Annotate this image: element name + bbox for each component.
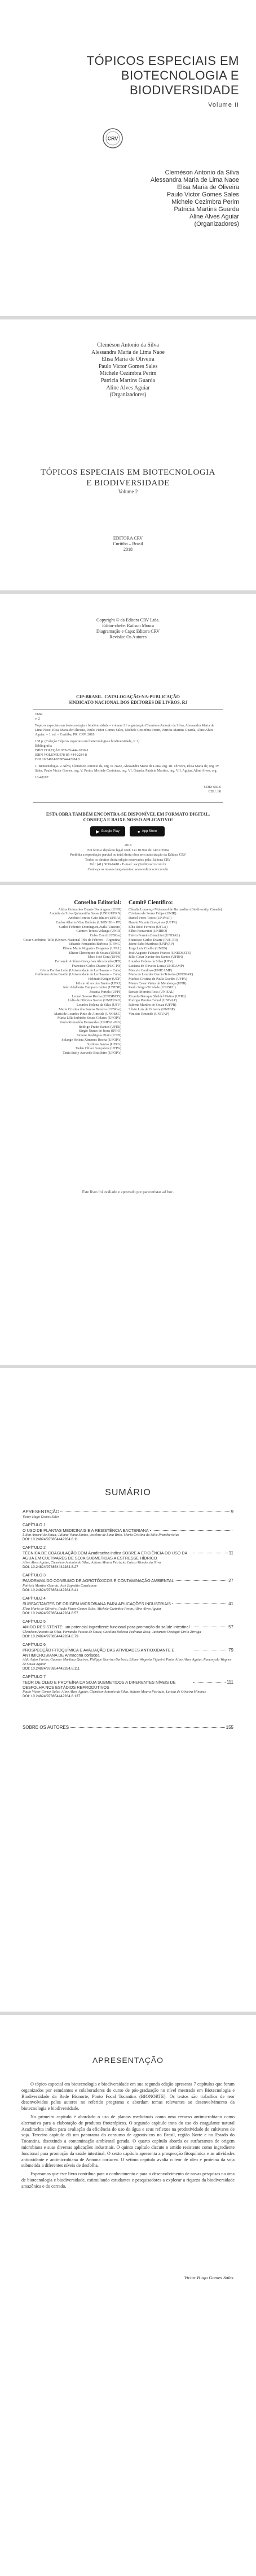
footer-line: Conheça os nossos lançamentos: www.editoracrv.com.br: [87, 867, 169, 871]
board-member: Francisco Carlos Duarte (PUC-PR): [72, 963, 121, 968]
author-name: Aline Alves Aguiar: [106, 384, 150, 391]
toc-authors: Cleméson Antonio da Silva, Fernando Pessoa de Souza, Carolina Roberta Pedrazza Rosa, Jaciariete Oestegui Cirilo Zirruga: [23, 1630, 201, 1634]
apple-icon: ●: [137, 829, 140, 834]
half-title-title: [0, 467, 256, 489]
author-name: Alessandra Maria de Lima Naoe: [150, 177, 239, 183]
toc-chapter-title: TEOR DE ÓLEO E PROTEÍNA DA SOJA SUBMETIDOS A DIFERENTES NÍVEIS DE DESFOLHA NOS ESTÁDIOS REPRODUTIVOS: [23, 1680, 176, 1690]
ebook-line: ESTA OBRA TAMBÉM ENCONTRA-SE DISPONÍVEL EM FORMATO DIGITAL.: [46, 812, 210, 817]
catalog-card: [33, 709, 223, 803]
toc-chapter-title: O USO DE PLANTAS MEDICINAIS E A RESISTÊNCIA BACTERIANA: [23, 1528, 149, 1533]
catalog-line: ISBN COLEÇÃO 978-85-444-1030-1: [35, 748, 89, 752]
half-title-volume: Volume 2: [118, 489, 138, 494]
author-name: Michele Cezimbra Perim: [99, 370, 157, 377]
board-member: Ricardo Baruque Sheldel Mattos (UFRJ): [129, 994, 186, 998]
board-member: Carlos Alberto Vilar Estêvão (UMINHO – PT): [56, 920, 121, 925]
board-member: Vinicius Rezende (UNIVAP): [129, 1011, 169, 1016]
toc-line: [23, 1528, 233, 1533]
toc-authors: Lilian Amaral de Souza, Juliana Viana Santos, Joseline de Lima Brito, Maria Cristina da Silva Pranchevicius: [23, 1533, 179, 1537]
board-member: Aldira Guimarães Duarte Domínguez (UNB): [58, 907, 121, 912]
toc-chapter: CAPÍTULO 4: [23, 1597, 46, 1601]
board-member: Jorge Luiz Coelho (UNEB): [129, 947, 167, 951]
publisher-city: Curitiba – Brasil: [113, 541, 143, 546]
cover-page: [0, 0, 256, 316]
toc-page: 41: [228, 1601, 233, 1606]
board-member: Lídia de Oliveira Xavier (UNIEURO): [68, 998, 121, 1003]
board-member: Maria Cristina dos Santos Bezerra (UFSCar): [59, 1007, 121, 1011]
board-member: José Augusto Fabiano Franco (UNEOESTE): [129, 950, 191, 955]
author-name: Michele Cezimbra Perim: [171, 199, 239, 205]
board-member: Rodrigo Pratte-Santos (UFES): [78, 1024, 121, 1029]
toc-entry[interactable]: [23, 1725, 233, 1731]
copyright-line: Revisão: Os Autores: [109, 634, 147, 639]
summary-title: SUMÁRIO: [105, 1488, 151, 1497]
toc-chapter: CAPÍTULO 7: [23, 1675, 46, 1679]
board-member: Renato Moreira Rosa (UNISAL): [129, 990, 175, 995]
board-member: Jailson Alves dos Santos (UFRJ): [75, 981, 121, 985]
publisher-year: 2018: [123, 547, 133, 552]
store-label: App Store: [142, 830, 157, 833]
cover-volume: Volume II: [208, 102, 239, 108]
board-member: Gloria Fariñas León (Universidade de La Havana – Cuba): [40, 968, 121, 972]
presentation-text: [21, 2082, 235, 2192]
toc-page: 27: [228, 1578, 233, 1583]
author-name: Patricia Martins Guarda: [174, 206, 239, 213]
board-member: Elizeu Clementino de Souza (UNEB): [69, 950, 121, 955]
board-member: Maria de Lourdes Garcia Teixeira (UNOPAR): [129, 972, 193, 977]
toc-line: [23, 1725, 233, 1731]
board-member: Marlise Cristina de Paula Guedes (UFPA): [129, 976, 187, 981]
board-member: Élsio José Corá (UFFS): [88, 955, 121, 960]
toc-page: 155: [226, 1725, 233, 1730]
board-member: Sílvio Luis de Oliveira (UNESP): [129, 1007, 175, 1011]
toc-chapter-title: AMIDO RESISTENTE: um potencial ingrediente funcional para promoção da saúde intestinal: [23, 1624, 190, 1629]
toc-doi[interactable]: DOI: 10.24824/978854442284.8.111: [23, 1667, 80, 1671]
summary-page: [0, 1368, 256, 2012]
toc-line: [23, 1601, 233, 1607]
ebook-notice: [0, 812, 256, 823]
catalog-line: T684: [35, 712, 43, 716]
cdu-line: CDU: 60: [208, 790, 221, 794]
toc-doi[interactable]: DOI: 10.24824/978854442284.8.137: [23, 1694, 81, 1698]
cover-title-line: TÓPICOS ESPECIAIS EM: [86, 54, 239, 68]
catalog-line: Tópicos especiais em biotecnologia e biodiversidade – volume 2 / organização Cleméson Antonio da Silva, Alessandra Maria de Lima Naoe, Elisa Maria de Oliveira, Paulo Victor Gomes Sales, Michele Cezimbra Perim, Patricia Martins Guarda, Aline Alves Aguiar. – 1. ed. – Curitiba, PR: CRV, 2018.: [35, 724, 214, 737]
board-member: Duarte Vicente Gonçalves (UFPR): [129, 920, 177, 925]
board-member: Eduardo Fernandes Barbosa (UFMG): [68, 942, 121, 947]
footer-line: Proibida a reprodução parcial ou total desta obra sem autorização da Editora CRV: [69, 853, 187, 857]
toc-chapter: CAPÍTULO 2: [23, 1546, 46, 1550]
copyright-line: Diagramação e Capa: Editora CRV: [96, 629, 160, 634]
scientific-committee-title: Comitê Científico:: [129, 900, 173, 906]
board-member: Paulo Sérgio Trindade (UNISUL): [129, 985, 176, 990]
board-member: Júlio Cesar Xavier dos Santos (UFRN): [129, 955, 183, 960]
board-member: Fábio Fioravanti (UNIRIO): [129, 929, 167, 934]
toc-label: SOBRE OS AUTORES: [23, 1725, 69, 1730]
board-member: Elba Ricci Ferreira (UFLA): [129, 925, 167, 929]
toc-line: [23, 1578, 233, 1584]
catalog-title-line: CIP-BRASIL. CATALOGAÇÃO-NA-PUBLICAÇÃO: [76, 694, 180, 699]
board-member: Tania Suely Azevedo Brasileiro (UFOPA): [63, 1050, 121, 1055]
board-member: Luciana de Oliveira Lima (UNICAMP): [129, 963, 184, 968]
board-member: Leonel Severo Rocha (UNISINOS): [72, 994, 121, 998]
toc-line: [23, 1550, 233, 1561]
board-member: Maria Lília Imbiriba Sousa Colares (UFOPA): [57, 1016, 121, 1020]
cover-title-line: BIODIVERSIDADE: [129, 83, 239, 97]
catalog-line: 18-48197: [35, 776, 48, 779]
toc-entry[interactable]: [23, 1573, 233, 1593]
toc-entry[interactable]: [23, 1642, 233, 1671]
toc-authors: Paulo Victor Gomes Sales, Aline Alves Aguiar, Cleméson Antonio da Silva, Juliane Moura Petrizzio, Leticia de Oliveira Mindraz: [23, 1690, 206, 1694]
board-member: Guillermo Arias Beatón (Universidade de La Havana – Cuba): [35, 972, 121, 977]
crv-logo-text: CRV: [107, 135, 118, 142]
presentation-page: [0, 2015, 256, 2576]
toc-doi[interactable]: DOI: 10.24824/978854442284.8.11: [23, 1537, 78, 1541]
scientific-committee: [129, 901, 233, 1016]
copyright-block: [0, 617, 256, 640]
board-member: Elione Maria Nogueira Diogenes (UFAL): [63, 947, 121, 951]
toc-chapter: CAPÍTULO 5: [23, 1620, 46, 1624]
author-name: Patricia Martins Guarda: [100, 377, 156, 384]
toc-line: [23, 1624, 233, 1630]
board-member: João Adalberto Campato Junior (UNESP): [63, 985, 121, 990]
toc-doi[interactable]: DOI: 10.24824/978854442284.8.27: [23, 1565, 78, 1569]
toc-line: [23, 1648, 233, 1658]
cover-title-line: BIOTECNOLOGIA E: [121, 68, 239, 82]
toc-page: 9: [231, 1509, 233, 1514]
catalog-title: [33, 694, 223, 706]
toc-entry[interactable]: [23, 1523, 233, 1542]
play-icon: ▶: [96, 829, 100, 834]
toc-chapter-title: SURFACTANTES DE ORIGEM MICROBIANA PARA APLICAÇÕES INDUSTRIAIS: [23, 1601, 171, 1606]
board-member: Carlos Federico Dominguez Avila (Unieuro): [59, 925, 121, 929]
app-store-badges: [90, 826, 165, 836]
app-store-badge[interactable]: [130, 826, 165, 836]
catalog-line: ISBN VOLUME 978-85-444-2284-8: [35, 753, 87, 757]
title-line: E BIODIVERSIDADE: [86, 479, 170, 488]
toc-page: 79: [228, 1648, 233, 1653]
footer-line: 2018: [124, 843, 132, 847]
half-title-page: [0, 319, 256, 590]
presentation-paragraph: Esperamos que este livro contribua para o conhecimento e para o desenvolvimento de novas pesquisas na área de biotecnologia e biodiversidade, estimulando estudantes e pesquisadores a explorar a riqueza da biodiversidade amazônica e do cerrado.: [21, 2171, 235, 2189]
cdd-line: CDD: 660.6: [204, 785, 221, 789]
author-name: Cleméson Antonio da Silva: [97, 342, 159, 348]
board-member: Celso Conti (UFSCar): [90, 933, 121, 937]
author-name: Alessandra Maria de Lima Naoe: [91, 349, 165, 356]
toc-chapter-title: TÉCNICA DE COAGULAÇÃO COM Azadirachta indica SOBRE A EFICIÊNCIA DO USO DA ÁGUA EM CULTIVARES DE SOJA SUBMETIDAS A ESTRESSE HÍDRICO: [23, 1550, 187, 1561]
toc-entry[interactable]: [23, 1675, 233, 1699]
copyright-page: [0, 594, 256, 882]
board-member: Marcelo Cardoso (UNICAMP): [129, 968, 172, 972]
toc-line: [23, 1680, 233, 1690]
toc-entry[interactable]: [23, 1596, 233, 1616]
board-member: Maria de Lourdes Pinto de Almeida (UNOESC): [54, 1011, 121, 1016]
toc-leader: [150, 1530, 232, 1531]
footer-line: Tel.: (41) 3039-6418 - E-mail: sac@editoracrv.com.br: [89, 862, 167, 866]
board-member: Daniel Peres Tocco (UNIVAP): [129, 916, 172, 921]
toc-chapter-title: PANORAMA DO CONSUMO DE AGROTÓXICOS E CONTAMINAÇÃO AMBIENTAL: [23, 1578, 174, 1583]
toc-page: 111: [226, 1680, 233, 1685]
toc-chapter: CAPÍTULO 6: [23, 1643, 46, 1647]
toc-authors: Aldo Anjos Farias, Gaomar Martinez Queiroz, Philippe Guerino Barbosa, Eliane Wogneia Figueiró Pinto, Aline Alves Aguiar, Ramonyala Wagner de Souza Aguiar: [23, 1658, 232, 1666]
toc-doi[interactable]: DOI: 10.24824/978854442284.8.57: [23, 1611, 78, 1615]
catalog-line: 1. Biotecnologia. 2. Silva, Cleméson Antonio da, org. II. Naoe, Alessandra Maria de Lima, org. III. Oliveira, Elisa Maria de, org. IV. Sales, Paulo Victor Gomes, org. V. Perim, Michele Cezimbra, org. VI. Guarda, Patricia Martins, org. VII. Aguiar, Aline Alves, org.: [35, 764, 220, 773]
author-role: (Organizadores): [109, 392, 147, 398]
toc-leader: [193, 1682, 226, 1683]
toc-leader: [175, 1580, 227, 1581]
toc-leader: [70, 1727, 225, 1728]
board-member: Solange Helena Ximenes-Rocha (UFOPA): [61, 1037, 121, 1042]
review-note: Este livro foi avaliado e aprovado por pareceristas ad hoc.: [82, 1190, 174, 1194]
author-name: Paulo Victor Gomes Sales: [98, 363, 158, 370]
author-name: Cleméson Antonio da Silva: [165, 169, 239, 176]
toc-chapter-title: PROSPECÇÃO FITOQUÍMICA E AVALIAÇÃO DAS ATIVIDADES ANTIOXIDANTE E ANTIMICROBIANA DE Annacona coriacea: [23, 1648, 175, 1658]
board-member: Sydione Santos (UEPG): [87, 1042, 121, 1046]
board-member: Antônio Pereira Gaio Júnior (UFRRJ): [68, 916, 121, 921]
board-member: Paulo Romualdo Hernandes (UNIFAL-MG): [59, 1020, 121, 1024]
store-label: Google Play: [101, 830, 120, 833]
publisher-block: [0, 536, 256, 553]
toc-line: [23, 1509, 233, 1515]
catalog-line: v. 2: [35, 717, 40, 721]
board-member: Mauro Cesar Vieira de Mendonça (UNB): [129, 981, 187, 985]
half-title-authors: [0, 342, 256, 399]
board-member: Rubens Martins de Souza (UFPR): [129, 1003, 176, 1007]
board-member: Josania Portela (UFPI): [89, 990, 121, 995]
google-play-badge[interactable]: [90, 826, 125, 836]
toc-doi[interactable]: DOI: 10.24824/978854442284.8.41: [23, 1588, 78, 1592]
toc-entry[interactable]: [23, 1619, 233, 1639]
toc-doi[interactable]: DOI: 10.24824/978854442284.8.79: [23, 1635, 78, 1639]
board-member: Cláudia Lourenço Mohamed de Bernardino (Biodiversity, Canadá): [129, 907, 222, 912]
editorial-council: [17, 901, 121, 1055]
author-name: Aline Alves Aguiar: [189, 213, 239, 220]
copyright-line: Copyright © da Editora CRV Ltda.: [96, 617, 160, 623]
editorial-council-title: Conselho Editorial:: [74, 900, 121, 906]
board-member: Lourdes Helena da Silva (UFV): [76, 1003, 121, 1007]
ebook-line: CONHEÇA E BAIXE NOSSO APLICATIVO!: [83, 817, 173, 822]
board-member: Carmen Tereza Velanga (UNIR): [76, 929, 121, 934]
toc-authors: Elisa Maria de Oliveira, Paulo Victor Gomes Sales, Michele Cezimbra Perim, Aline Alves Aguiar: [23, 1607, 162, 1611]
catalog-line: Bibliografia: [35, 744, 52, 748]
presentation-paragraph: No primeiro capítulo é abordado o uso de plantas medicinais como uma recurso antimicrobiano como alternativa para a elaboração de produtos fitoterápicos. O segundo capítulo trata do uso do coagulante natural Azadirachta indica para avaliação da eficiência do uso da água e seus reflexos na produtividade de cultivares de soja. Terceiro capítulo dá um panorama do consumo de agrotóxicos no Brasil, região Norte e no Estado do Tocantins, discutindo a contaminação ambiental gerada. O quarto capítulo aborda os surfactantes de origem microbiana e suas diversas aplicações industriais. O quinto capítulo discute o amido resistente como ingrediente funcional para promoção da saúde intestinal. O sexto capítulo apresenta a prospecção fitoquímica e as atividades antioxidante e antimicrobiana de Annona coriacea. O sétimo capítulo avalia o teor de óleo e proteína da soja submetida a diferentes níveis de desfolha.: [21, 2114, 235, 2168]
cover-title: [34, 54, 239, 98]
copyright-footer: [0, 843, 256, 872]
author-name: Paulo Victor Gomes Sales: [166, 191, 239, 198]
toc-authors: Patricia Martins Guarda, José Expedito Cavalcante: [23, 1584, 97, 1588]
presentation-paragraph: O tópico especial em biotecnologia e biodiversidade em sua segunda edição apresenta 7 capítulos que foram organizados por estudantes e colaboradores do curso de pós-graduação no nível mestrado em Biotecnologia e Biodiversidade da Rede Bionorte, Ponto Focal Tocantins (BIONORTE). Os textos são trabalhos de teor desenvolvidos pelos autores no referido programa e abordam temas relevantes ao desenvolvimento da biotecnologia e biodiversidade.: [21, 2082, 235, 2111]
cover-authors: [151, 169, 239, 228]
toc-authors: Victor Hugo Gomes Sales: [23, 1515, 59, 1519]
toc-page: 11: [228, 1550, 233, 1556]
title-line: TÓPICOS ESPECIAIS EM BIOTECNOLOGIA: [41, 468, 215, 477]
board-member: Jaime Paba Martínez (UNIVAP): [129, 942, 174, 947]
board-member: Cesar Gerónimo Tello (Univer. Nacional Três de Febrero – Argentina): [23, 937, 121, 942]
author-name: Elisa Maria de Oliveira: [176, 184, 239, 191]
board-member: Lourdes Helena da Silva (UFV): [129, 960, 174, 964]
board-member: Francisco Carlos Duarte (PUC-PR): [129, 937, 178, 942]
table-of-contents: [23, 1509, 233, 1734]
board-member: Flávio Ferreira Bianchini (UNISAL): [129, 933, 180, 937]
toc-entry[interactable]: [23, 1509, 233, 1519]
catalog-title-line: SINDICATO NACIONAL DOS EDITORES DE LIVROS, RJ: [68, 700, 188, 705]
author-role: (Organizadores): [194, 221, 239, 227]
catalog-line: 158 p. (Coleção Tópicos especiais em biotecnologia e biodiversidade, v. 2): [35, 739, 140, 743]
toc-chapter: CAPÍTULO 1: [23, 1523, 46, 1527]
toc-spacer: [23, 1702, 233, 1725]
board-member: Simone Rodrigues Pinto (UNB): [76, 1033, 121, 1038]
toc-entry[interactable]: [23, 1545, 233, 1570]
board-member: Andréia da Silva Quintanilha Sousa (UNIR/UFRN): [49, 912, 121, 916]
editorial-board-page: [0, 885, 256, 1365]
toc-page: 57: [228, 1624, 233, 1629]
toc-authors: Aline Alves Aguiar, Cleméson Antonio da Silva, Juliane Moura Petrizzio, Laíssa Mendes da Silva: [23, 1561, 161, 1565]
cdd-block: [204, 785, 221, 794]
copyright-line: Editor-chefe: Railson Moura: [102, 623, 154, 628]
catalog-line: DOI 10.24824/978854442284.8: [35, 757, 80, 761]
board-member: Sérgio Nunes de Jesus (IFRO): [78, 1029, 121, 1033]
crv-logo-icon: [101, 127, 124, 150]
publisher-name: EDITORA CRV: [113, 536, 143, 541]
author-name: Elisa Maria de Oliveira: [101, 356, 155, 363]
presentation-title: APRESENTAÇÃO: [92, 2056, 164, 2065]
board-member: Helmuth Krüger (UCP): [88, 976, 121, 981]
toc-chapter: CAPÍTULO 3: [23, 1574, 46, 1578]
board-member: Rodrigo Pereira Cabral (UNIVAP): [129, 998, 177, 1003]
presentation-signature: Victor Hugo Gomes Sales: [184, 2275, 233, 2280]
footer-line: Foi feito o depósito legal conf. Lei 10.994 de 14/12/2004: [87, 848, 169, 852]
board-member: Cristiano de Souza Felipe (UNIR): [129, 912, 176, 916]
board-member: Fernando Antônio Gonçalves Alcoforado (IPB): [55, 960, 121, 964]
toc-label: APRESENTAÇÃO: [23, 1509, 60, 1514]
footer-line: Todos os direitos desta edição reservados pela: Editora CRV: [85, 857, 171, 862]
board-member: Tadeu Oliver Gonçalves (UFPA): [76, 1046, 121, 1051]
